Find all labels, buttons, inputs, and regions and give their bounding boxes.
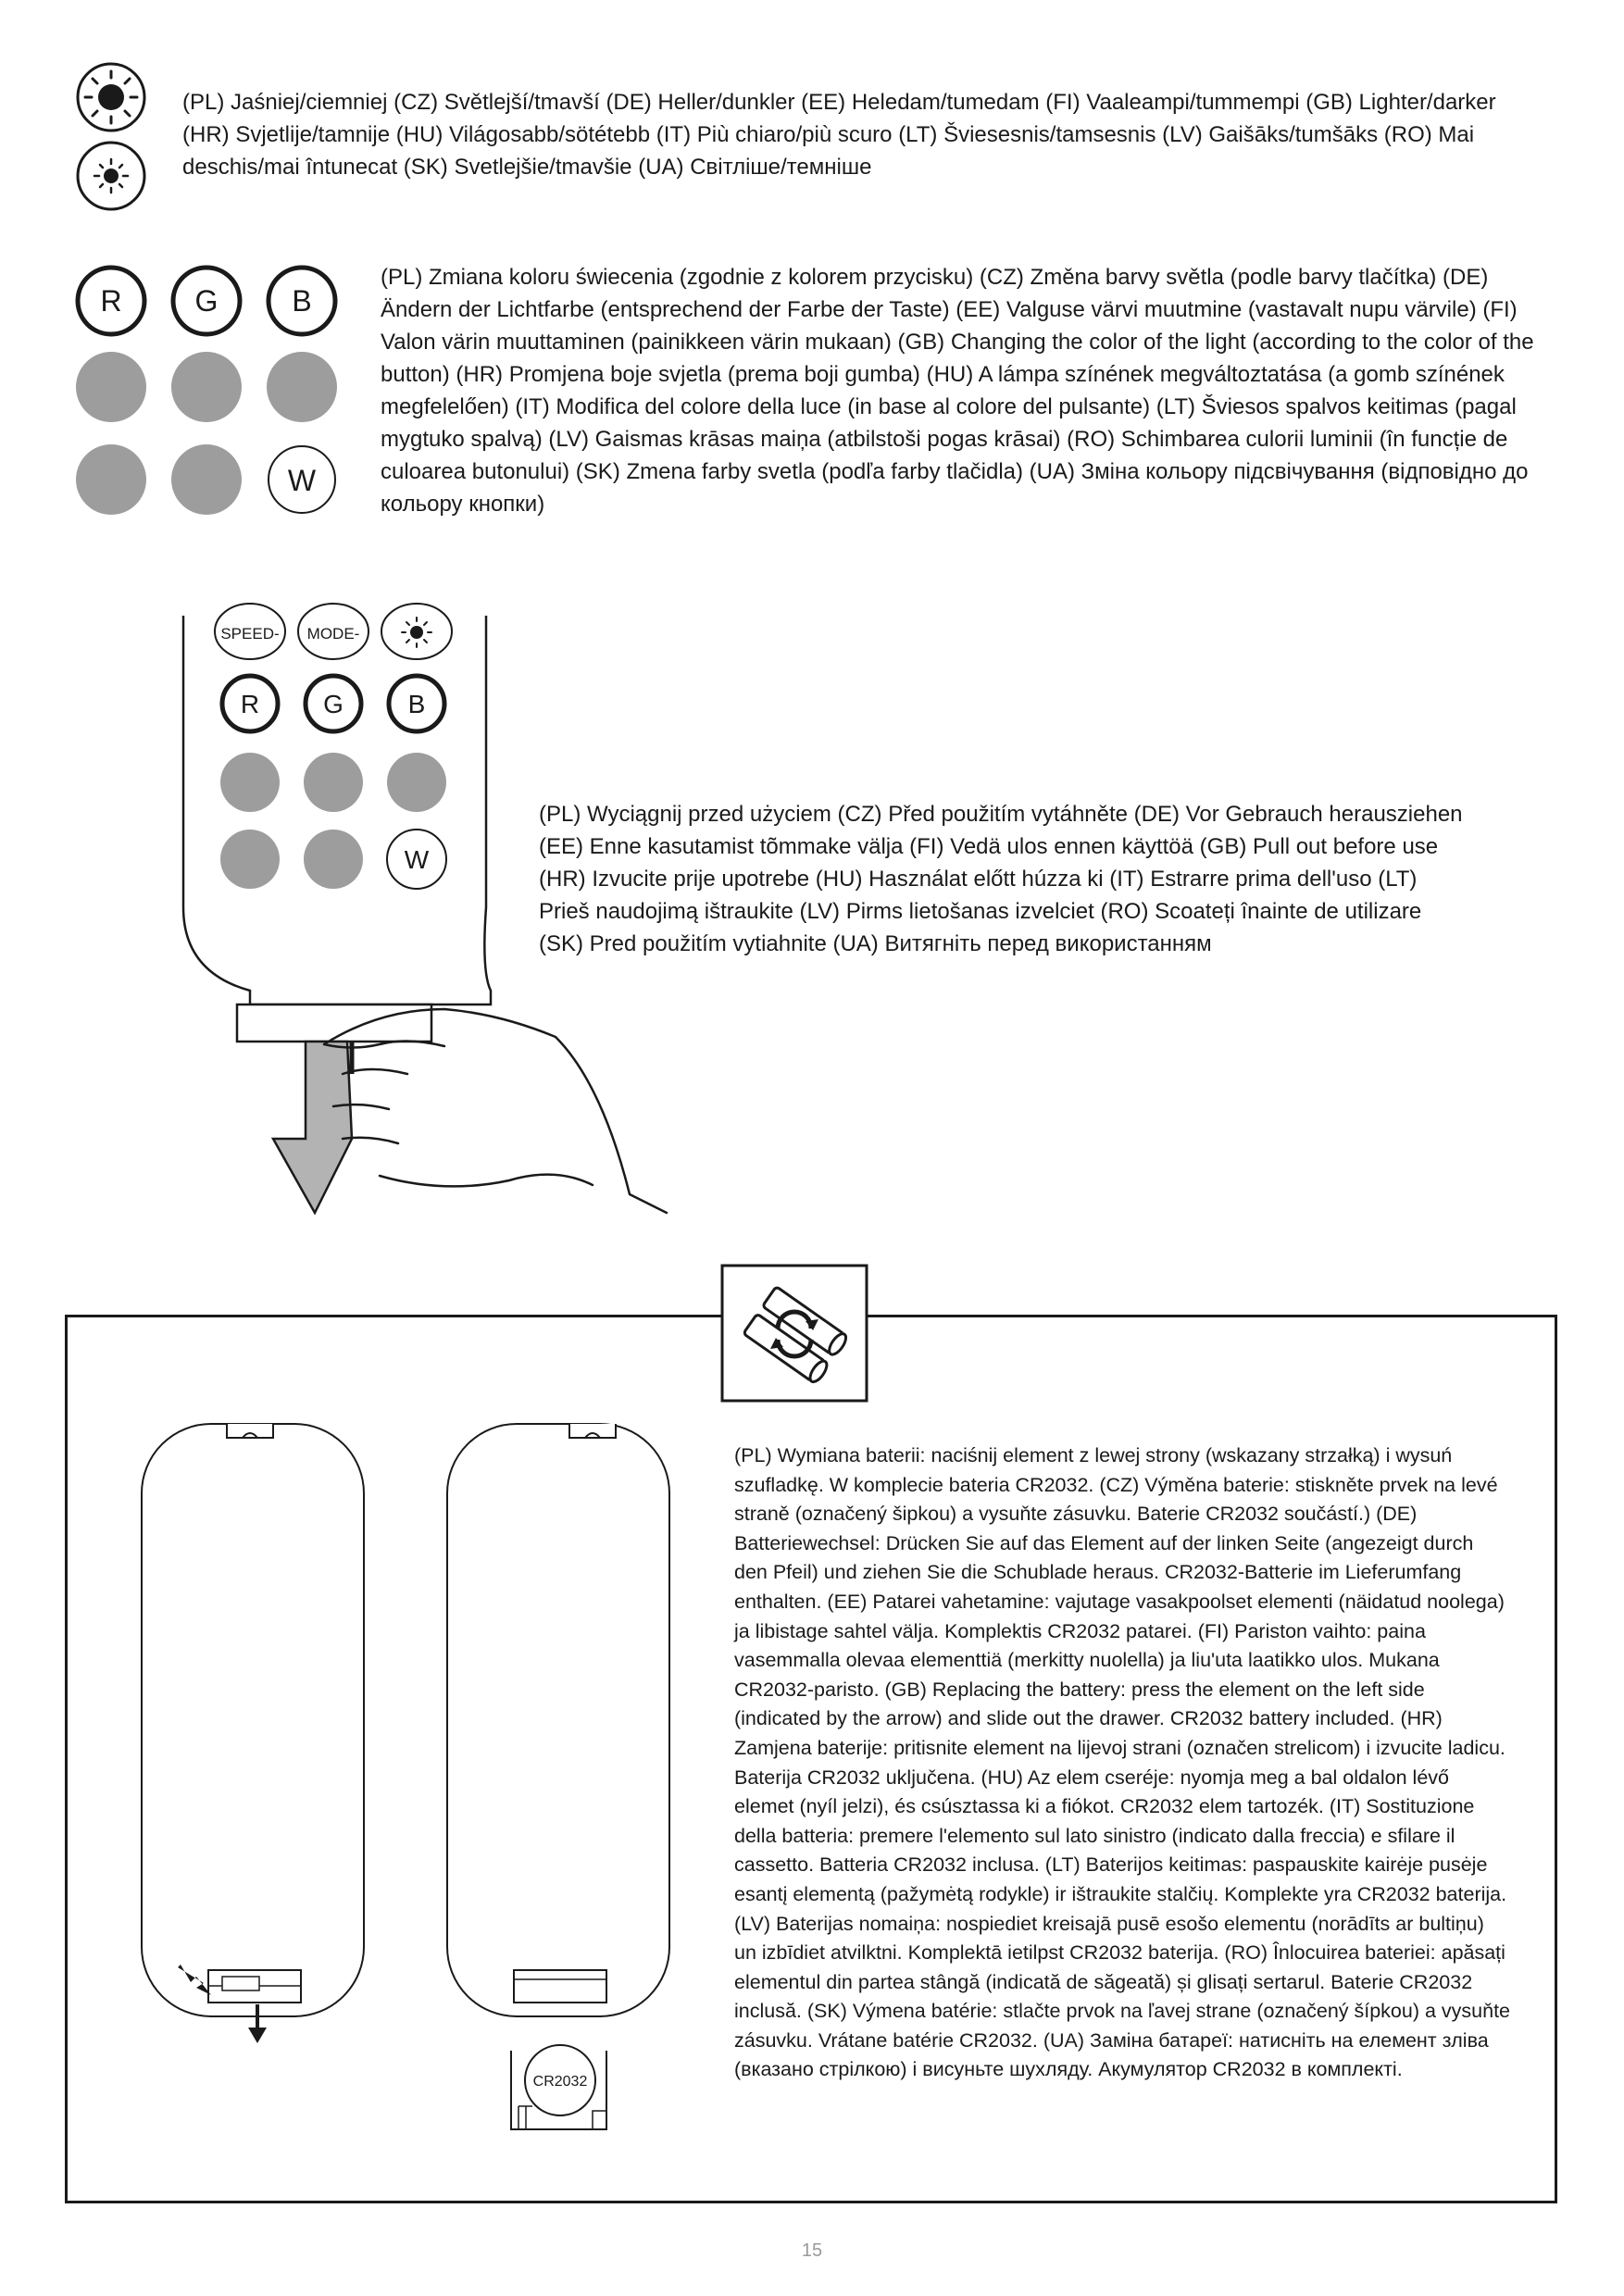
grey-button bbox=[171, 444, 242, 515]
color-button-grid bbox=[74, 264, 352, 542]
grey-button bbox=[267, 352, 337, 422]
brightness-text: (PL) Jaśniej/ciemniej (CZ) Světlejší/tmavší (DE) Heller/dunkler (EE) Heledam/tumedam (FI) Vaaleampi/tummempi (GB) Lighter/darker (HR) Svjetlije/tamnije (HU) Világosabb/sötétebb (IT) Più chiaro/più scuro (LT) Šviesesnis/tamsesnis (LV) Gaišāks/tumšāks (RO) Mai deschis/mai întunecat (SK) Svetlejšie/tmavšie (UA) Світліше/темніше bbox=[182, 90, 1496, 180]
brightness-up-icon bbox=[74, 60, 148, 134]
remote-speed-label: SPEED- bbox=[220, 625, 280, 643]
color-button-r-label: R bbox=[100, 284, 122, 318]
grey-button bbox=[171, 352, 242, 422]
battery-replace-icon bbox=[720, 1264, 868, 1403]
remote-back-drawer-illustration bbox=[444, 1421, 685, 2143]
remote-b-label: B bbox=[407, 690, 426, 718]
battery-text: (PL) Wymiana baterii: naciśnij element z lewej strony (wskazany strzałką) i wysuń szufladkę. W komplecie bateria CR2032. (CZ) Výměna baterie: stiskněte prvek na levé straně (označený šipkou) a vysuňte zásuvku. Baterie CR2032 součástí.) (DE) Batteriewechsel: Drücken Sie auf das Element auf der linken Seite (angezeigt durch den Pfeil) und ziehen Sie die Schublade heraus. CR2032-Batterie im Lieferumfang enthalten. (EE) Patarei vahetamine: vajutage vasakpoolset elementi (näidatud noolega) ja libistage sahtel välja. Komplektis CR2032 patarei. (FI) Pariston vaihto: paina vasemmalla olevaa elementtiä (merkitty nuolella) ja liu'uta laatikko ulos. Mukana CR2032-paristo. (GB) Replacing the battery: press the element on the left side (indicated by the arrow) and slide out the drawer. CR2032 battery included. (HR) Zamjena baterije: pritisnite element na lijevoj strani (označen strelicom) i izvucite ladicu. Baterija CR2032 uključena. (HU) Az elem cseréje: nyomja meg a bal oldalon lévő elemet (nyíl jelzi), és csúsztassa ki a fiókot. CR2032 elem tartozék. (IT) Sostituzione della batteria: premere l'elemento sul lato sinistro (indicato dalla freccia) e sfilare il cassetto. Batteria CR2032 inclusa. (LT) Baterijos keitimas: paspauskite kairėje pusėje esantį elementą (pažymėtą rodykle) ir ištraukite stalčių. Komplekte yra CR2032 baterija. (LV) Baterijas nomaiņa: nospiediet kreisajā pusē esošo elementu (norādīts ar bultiņu) un izbīdiet atvilktni. Komplektā ietilpst CR2032 baterija. (RO) Înlocuirea bateriei: apăsați elementul din partea stângă (indicată de săgeată) și glisați sertarul. Baterie CR2032 inclusă. (SK) Výmena batérie: stlačte prvok na ľavej strane (označený šípkou) a vysuňte zásuvku. Vrátane batérie CR2032. (UA) Заміна батареї: натисніть на елемент зліва (вказано стрілкою) і висуньте шухляду. Акумулятор CR2032 в комплекті. bbox=[734, 1444, 1511, 2081]
remote-w-label: W bbox=[404, 845, 430, 874]
grey-button bbox=[76, 444, 146, 515]
remote-g-label: G bbox=[323, 690, 344, 718]
cr2032-battery-label: CR2032 bbox=[532, 2074, 588, 2090]
pullout-text: (PL) Wyciągnij przed użyciem (CZ) Před použitím vytáhněte (DE) Vor Gebrauch herausziehen (EE) Enne kasutamist tõmmake välja (FI) Vedä ulos ennen käyttöä (GB) Pull out before use (HR) Izvucite prije upotrebe (HU) Használat előtt húzza ki (IT) Estrarre prima dell'uso (LT) Prieš naudojimą ištraukite (LV) Pirms lietošanas izvelciet (RO) Scoateți înainte de utilizare (SK) Pred použitím vytiahnite (UA) Витягніть перед використанням bbox=[539, 802, 1463, 956]
remote-mode-label: MODE- bbox=[306, 625, 360, 643]
remote-r-label: R bbox=[240, 690, 260, 718]
brightness-down-icon bbox=[74, 139, 148, 213]
color-button-w-label: W bbox=[287, 464, 317, 497]
color-button-g-label: G bbox=[194, 284, 219, 318]
grey-button bbox=[76, 352, 146, 422]
remote-back-press-illustration bbox=[139, 1421, 380, 2069]
color-change-text: (PL) Zmiana koloru świecenia (zgodnie z kolorem przycisku) (CZ) Změna barvy světla (podle barvy tlačítka) (DE) Ändern der Lichtfarbe (entsprechend der Farbe der Taste) (EE) Valguse värvi muutmine (vastavalt nupu värvile) (FI) Valon värin muuttaminen (painikkeen värin mukaan) (GB) Changing the color of the light (according to the color of the button) (HR) Promjena boje svjetla (prema boji gumba) (HU) A lámpa színének megváltoztatása (a gomb színének megfelelően) (IT) Modifica del colore della luce (in base al colore del pulsante) (LT) Šviesos spalvos keitimas (pagal mygtuko spalvą) (LV) Gaismas krāsas maiņa (atbilstoši pogas krāsai) (RO) Schimbarea culorii luminii (în funcție de culoarea butonului) (SK) Zmena farby svetla (podľa farby tlačidla) (UA) Зміна кольору підсвічування (відповідно до кольору кнопки) bbox=[381, 265, 1534, 517]
color-button-b-label: B bbox=[292, 284, 312, 318]
page-number: 15 bbox=[801, 2240, 823, 2261]
